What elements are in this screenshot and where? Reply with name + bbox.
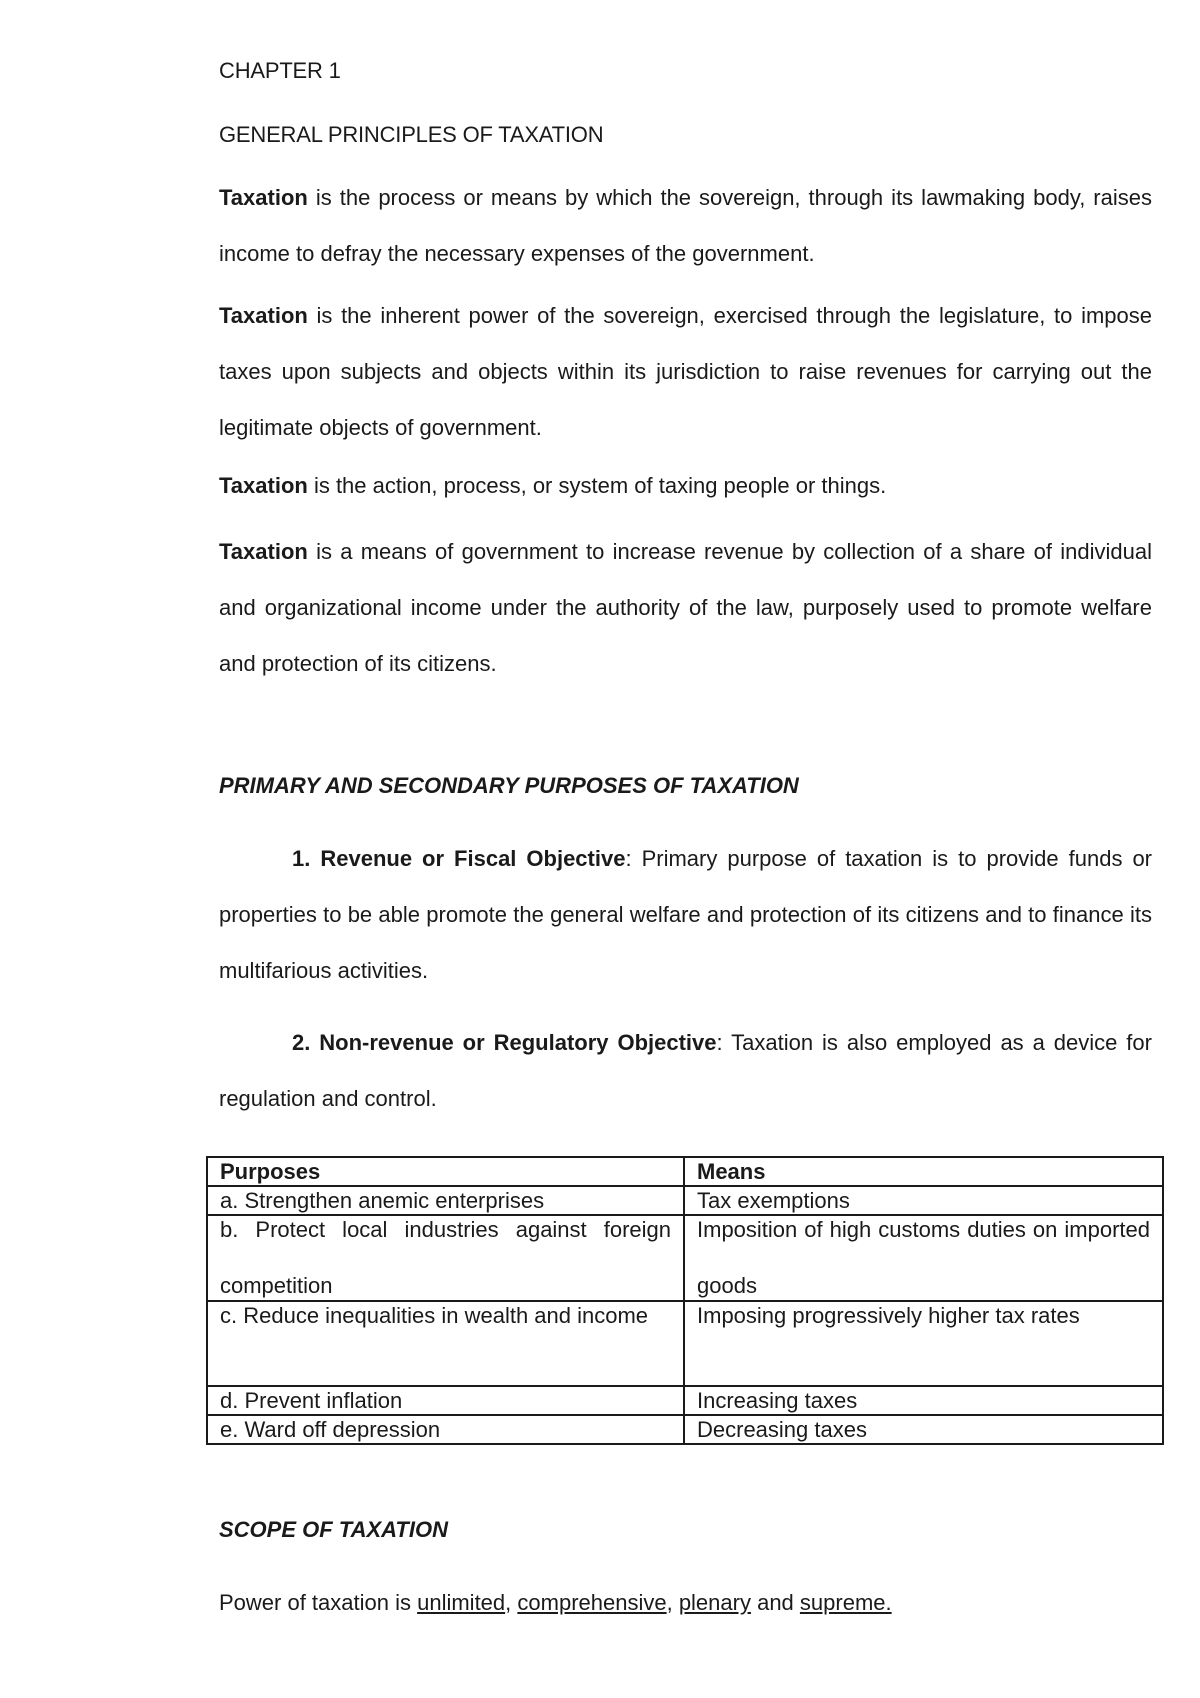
definition-term: Taxation [219, 539, 308, 564]
table-row [207, 1415, 1163, 1444]
scope-word-plenary: plenary [678, 1590, 751, 1615]
scope-word-comprehensive: comprehensive [517, 1590, 667, 1615]
section-title-purposes: PRIMARY AND SECONDARY PURPOSES OF TAXATION [219, 773, 799, 798]
scope-prefix: Power of taxation is [219, 1590, 418, 1615]
definition-text: is the action, process, or system of taxing people or things. [307, 473, 887, 498]
scope-word-supreme: supreme. [799, 1590, 892, 1615]
definition-term: Taxation [219, 473, 308, 498]
table-cell-means [684, 1215, 1163, 1301]
table-cell-purpose: a. Strengthen anemic enterprises [207, 1186, 684, 1215]
table-cell-purpose-text: c. Reduce inequalities in wealth and income [220, 1303, 649, 1328]
table-cell-purpose [207, 1301, 684, 1386]
scope-separator: and [750, 1590, 800, 1615]
table-cell-means: Increasing taxes [684, 1386, 1163, 1415]
scope-separator: , [505, 1590, 518, 1615]
scope-word-unlimited: unlimited [417, 1590, 506, 1615]
definition-paragraph-4 [219, 524, 1152, 692]
table-cell-means-text: Imposition of high customs duties on imported goods [697, 1217, 1150, 1298]
purpose-label: 2. Non-revenue or Regulatory Objective [292, 1030, 717, 1055]
definition-paragraph-3 [219, 458, 1152, 514]
definition-term: Taxation [219, 185, 308, 210]
chapter-label: CHAPTER 1 [219, 58, 341, 83]
definition-text: is the process or means by which the sovereign, through its lawmaking body, raises income to defray the necessary expenses of the government. [219, 185, 1152, 266]
document-page [219, 0, 1152, 1698]
table-cell-means: Imposing progressively higher tax rates [684, 1301, 1163, 1386]
table-cell-purpose: e. Ward off depression [207, 1415, 684, 1444]
purposes-means-table [206, 1156, 1164, 1445]
purpose-text: : Primary purpose of taxation is to provide funds or properties to be able promote the general welfare and protection of its citizens and to finance its multifarious activities. [219, 846, 1153, 983]
table-cell-purpose-text: b. Protect local industries against foreign competition [220, 1217, 671, 1298]
table-header-purposes: Purposes [207, 1157, 684, 1186]
definition-paragraph-2 [219, 288, 1152, 456]
table-header-row [207, 1157, 1163, 1186]
purpose-item-2 [219, 1015, 1152, 1127]
purpose-text: : Taxation is also employed as a device for regulation and control. [219, 1030, 1152, 1111]
purpose-item-1 [219, 831, 1152, 999]
section-title-scope: SCOPE OF TAXATION [219, 1517, 448, 1542]
page-title: GENERAL PRINCIPLES OF TAXATION [219, 122, 604, 147]
table-row [207, 1301, 1163, 1386]
scope-separator: , [666, 1590, 679, 1615]
purpose-label: 1. Revenue or Fiscal Objective [292, 846, 626, 871]
table-row [207, 1386, 1163, 1415]
definition-text: is a means of government to increase revenue by collection of a share of individual and organizational income under the authority of the law, purposely used to promote welfare and protection of its citizens. [219, 539, 1152, 676]
definition-term: Taxation [219, 303, 308, 328]
table-cell-means: Decreasing taxes [684, 1415, 1163, 1444]
table-header-means: Means [684, 1157, 1163, 1186]
table-cell-means: Tax exemptions [684, 1186, 1163, 1215]
scope-sentence [219, 1590, 1152, 1616]
table-cell-purpose: d. Prevent inflation [207, 1386, 684, 1415]
definition-paragraph-1 [219, 170, 1152, 282]
definition-text: is the inherent power of the sovereign, exercised through the legislature, to impose taxes upon subjects and objects within its jurisdiction to raise revenues for carrying out the legitimate objects of government. [219, 303, 1152, 440]
